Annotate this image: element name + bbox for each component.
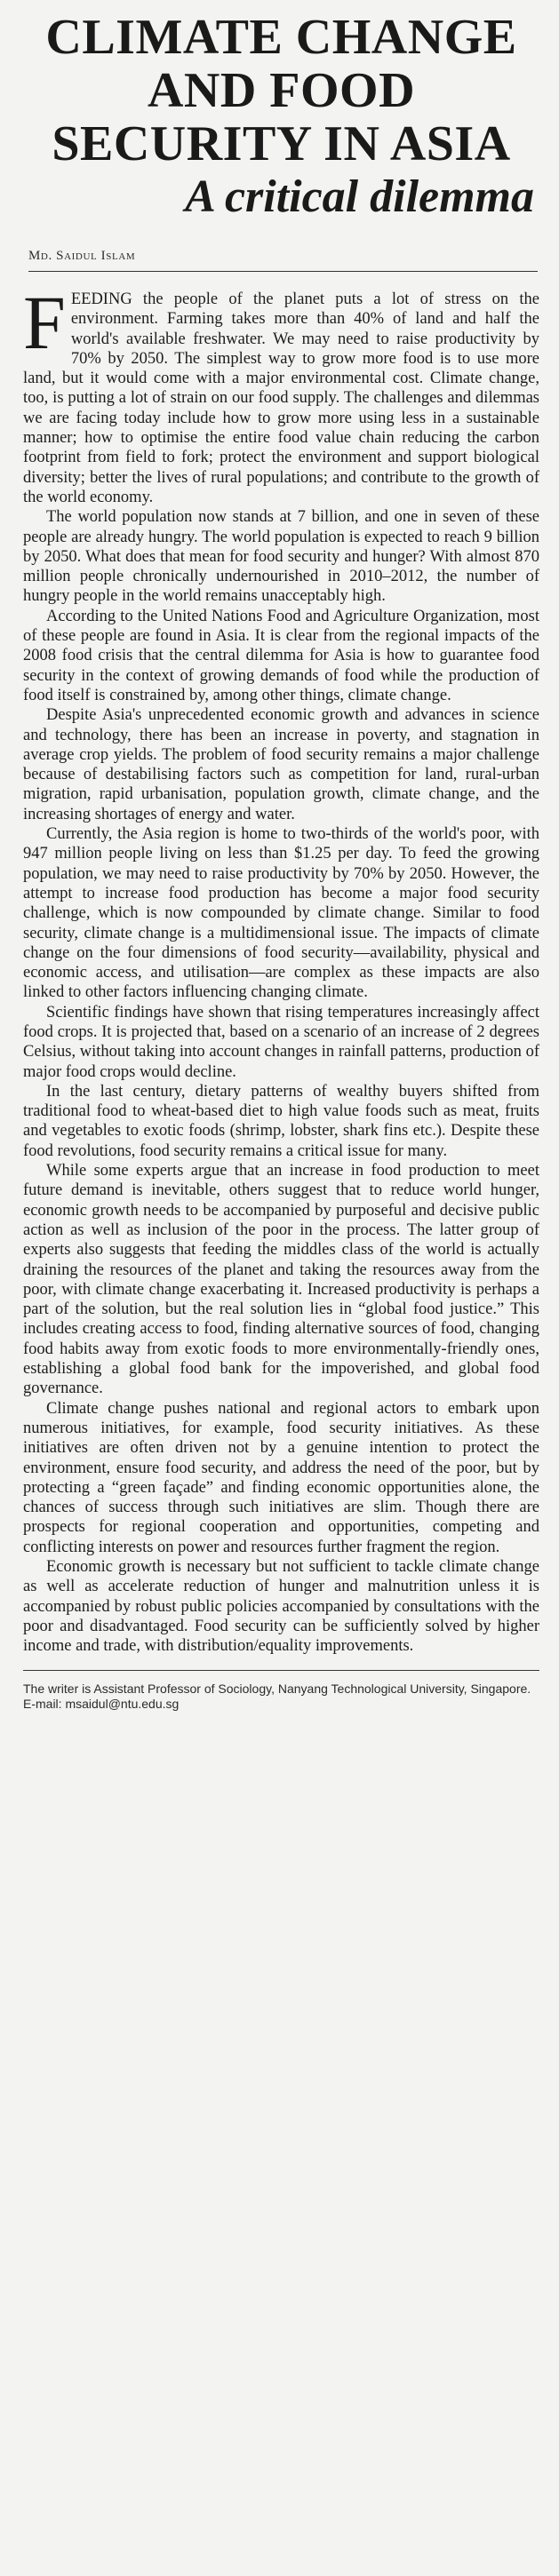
paragraph-6: Scientific findings have shown that rising temperatures increasingly affect food crops. It is projected that, based on a scenario of an increase of 2 degrees Celsius, without taking into account changes in rainfall patterns, production of major food crops would decline. (23, 1003, 539, 1081)
drop-cap: F (23, 280, 66, 365)
paragraph-1-text: EEDING the people of the planet puts a lot of stress on the environment. Farming takes more than 40% of land and half the world's available freshwater. We may need to raise productivity by 70% by 2050. The simplest way to grow more food is to use more land, but it would come with a major environmental cost. Climate change, too, is putting a lot of strain on our food supply. The challenges and dilemmas we are facing today include how to grow more using less in a sustainable manner; how to optimise the entire food value chain reducing the carbon footprint from field to fork; protect the environment and support biological diversity; better the lives of rural populations; and contribute to the growth of the world economy. (23, 290, 539, 506)
footnote-divider (23, 1670, 539, 1671)
headline (23, 11, 539, 171)
article-body (23, 280, 539, 1656)
paragraph-7: In the last century, dietary patterns of wealthy buyers shifted from traditional food to wheat-based diet to high value foods such as meat, fruits and vegetables to exotic foods (shrimp, lobster, shark fins etc.). Despite these food revolutions, food security remains a critical issue for many. (23, 1082, 539, 1160)
author-note: The writer is Assistant Professor of Sociology, Nanyang Technological University, Singapore. (23, 1682, 531, 1697)
paragraph-4: Despite Asia's unprecedented economic growth and advances in science and technology, there has been an increase in poverty, and stagnation in average crop yields. The problem of food security remains a major challenge because of destabilising factors such as competition for land, rural-urban migration, rapid urbanisation, population growth, climate change, and the increasing shortages of energy and water. (23, 706, 539, 823)
paragraph-3: According to the United Nations Food and Agriculture Organization, most of these people are found in Asia. It is clear from the regional impacts of the 2008 food crisis that the central dilemma for Asia is how to guarantee food security in the context of growing demands of food while the production of food itself is constrained by, among other things, climate change. (23, 607, 539, 704)
subheadline: A critical dilemma (185, 171, 534, 222)
headline-line-2: AND FOOD (147, 63, 416, 118)
paragraph-5: Currently, the Asia region is home to two-thirds of the world's poor, with 947 million people living on less than $1.25 per day. To feed the growing population, we may need to raise productivity by 70% by 2050. However, the attempt to increase food production has become a major food security challenge, which is now compounded by climate change. Similar to food security, climate change is a multidimensional issue. The impacts of climate change on the four dimensions of food security—availability, physical and economic access, and utilisation—are complex as these impacts are also linked to other factors influencing changing climate. (23, 825, 539, 1002)
headline-line-1: CLIMATE CHANGE (45, 10, 517, 65)
paragraph-2: The world population now stands at 7 billion, and one in seven of these people are already hungry. The world population is expected to reach 9 billion by 2050. What does that mean for food security and hunger? With almost 870 million people chronically undernourished in 2010–2012, the number of hungry people in the world remains unacceptably high. (23, 508, 539, 606)
byline: Md. Saidul Islam (28, 249, 136, 263)
paragraph-9: Climate change pushes national and regional actors to embark upon numerous initiatives, for example, food security initiatives. As these initiatives are often driven not by a genuine intention to protect the environment, ensure food security, and address the need of the poor, but by protecting a “green façade” and finding economic opportunities alone, the chances of success through such initiatives are slim. Though there are prospects for regional cooperation and opportunities, competing and conflicting interests on power and resources further fragment the region. (23, 1399, 539, 1556)
author-email: E-mail: msaidul@ntu.edu.sg (23, 1697, 180, 1712)
paragraph-8: While some experts argue that an increase in food production to meet future demand is inevitable, others suggest that to reduce world hunger, economic growth needs to be accompanied by purposeful and decisive public action as well as inclusion of the poor in the process. The latter group of experts also suggests that feeding the middles class of the world is actually draining the resources of the planet and taking the resources away from the poor, with climate change exacerbating it. Increased productivity is perhaps a part of the solution, but the real solution lies in “global food justice.” This includes creating access to food, finding alternative sources of food, changing food habits away from exotic foods to more environmentally-friendly ones, establishing a global food bank for the impoverished, and global food governance. (23, 1162, 539, 1398)
paragraph-1 (23, 280, 539, 507)
byline-divider (28, 271, 538, 272)
headline-line-3: SECURITY IN ASIA (52, 116, 511, 171)
author-footnote (23, 1682, 539, 1712)
paragraph-10: Economic growth is necessary but not sufficient to tackle climate change as well as accelerate reduction of hunger and malnutrition unless it is accompanied by robust public policies accompanied by consultations with the poor and disadvantaged. Food security can be sufficiently solved by higher income and trade, with distribution/equality improvements. (23, 1558, 539, 1656)
